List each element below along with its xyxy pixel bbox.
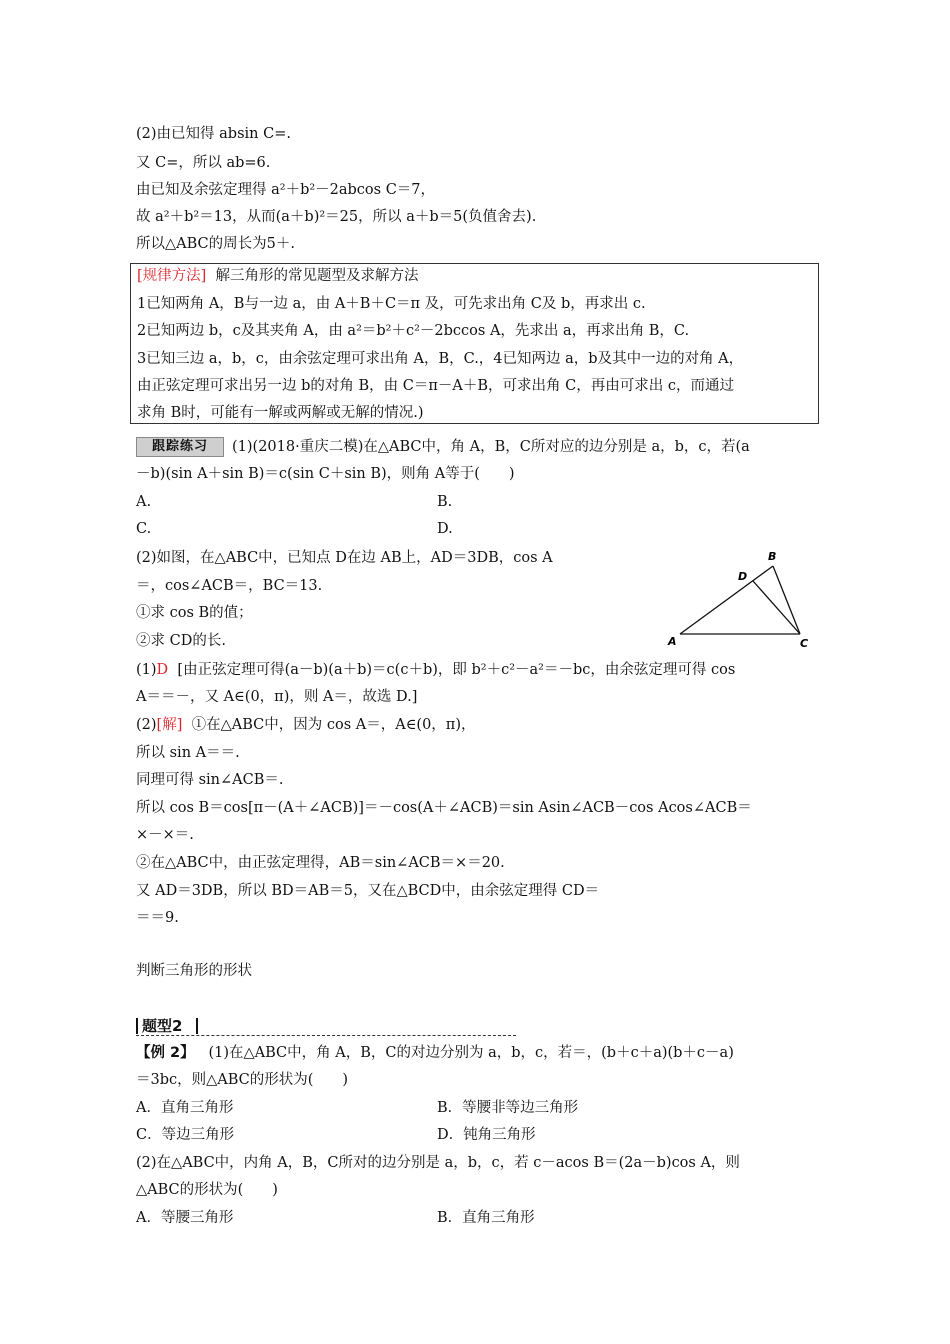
answer-line: ②在△ABC中，由正弦定理得，AB＝sin∠ACB＝×＝20. bbox=[136, 855, 505, 871]
method-heading bbox=[137, 266, 419, 286]
option-a: A．直角三角形 bbox=[136, 1100, 234, 1116]
label-bar-left bbox=[136, 1018, 138, 1034]
vertex-c-label: C bbox=[800, 637, 809, 650]
question-line: －b)(sin A＋sin B)＝c(sin C＋sin B)，则角 A等于( ) bbox=[136, 466, 515, 482]
solution-tag: [解] bbox=[156, 717, 183, 733]
answer-line: 所以 cos B＝cos[π－(A＋∠ACB)]＝－cos(A＋∠ACB)＝sin Asin∠ACB－cos Acos∠ACB＝ bbox=[136, 800, 752, 816]
method-line: 求角 B时，可能有一解或两解或无解的情况.) bbox=[137, 405, 424, 421]
dashed-rule bbox=[136, 1035, 516, 1036]
side-bc bbox=[773, 566, 800, 634]
topic-label bbox=[136, 1016, 516, 1036]
solution-line: 故 a²＋b²＝13，从而(a＋b)²＝25，所以 a＋b＝5(负值舍去). bbox=[136, 209, 537, 225]
answer-line: ＝＝9. bbox=[136, 910, 179, 926]
option-a: A. bbox=[136, 494, 152, 510]
option-b: B．直角三角形 bbox=[437, 1210, 535, 1226]
answer-line: 同理可得 sin∠ACB＝. bbox=[136, 772, 284, 788]
method-box bbox=[130, 263, 819, 424]
segment-cd bbox=[753, 581, 800, 634]
vertex-d-label: D bbox=[738, 570, 748, 583]
question-line: ①求 cos B的值； bbox=[136, 605, 253, 621]
example-line: ＝3bc，则△ABC的形状为( ) bbox=[136, 1072, 349, 1088]
example-line: △ABC的形状为( ) bbox=[136, 1182, 278, 1198]
option-a: A．等腰三角形 bbox=[136, 1210, 234, 1226]
label-bar-right bbox=[196, 1018, 198, 1034]
solution-line: 由已知及余弦定理得 a²＋b²－2abcos C＝7， bbox=[136, 182, 436, 198]
solution-line: (2)由已知得 absin C=. bbox=[136, 126, 291, 142]
answer-line: ×－×＝. bbox=[136, 827, 194, 843]
example-line bbox=[136, 1043, 734, 1063]
method-line: 1已知两角 A，B与一边 a，由 A＋B＋C＝π 及，可先求出角 C及 b，再求出 c. bbox=[137, 296, 646, 312]
vertex-b-label: B bbox=[768, 550, 777, 563]
question-line: (1)(2018·重庆二模)在△ABC中，角 A，B，C所对应的边分别是 a，b，c，若(a bbox=[232, 439, 750, 455]
answer-prefix: (1) bbox=[136, 662, 157, 678]
solution-line: 所以△ABC的周长为5＋. bbox=[136, 236, 295, 252]
example-line: (2)在△ABC中，内角 A，B，C所对的边分别是 a，b，c，若 c－acos B＝(2a－b)cos A，则 bbox=[136, 1155, 740, 1171]
practice-badge: 跟踪练习 bbox=[136, 437, 224, 457]
answer-line: 所以 sin A＝＝. bbox=[136, 745, 240, 761]
answer-line bbox=[136, 660, 735, 680]
example-tag: 【例 2】 bbox=[136, 1045, 195, 1061]
method-line: 2已知两边 b，c及其夹角 A，由 a²＝b²＋c²－2bccos A，先求出 a，再求出角 B，C. bbox=[137, 323, 690, 339]
vertex-a-label: A bbox=[668, 635, 677, 648]
option-d: D．钝角三角形 bbox=[437, 1127, 536, 1143]
side-ab bbox=[680, 566, 773, 634]
option-b: B．等腰非等边三角形 bbox=[437, 1100, 579, 1116]
topic-heading: 判断三角形的形状 bbox=[136, 963, 252, 979]
answer-line: 又 AD＝3DB，所以 BD＝AB＝5，又在△BCD中，由余弦定理得 CD＝ bbox=[136, 883, 600, 899]
method-line: 3已知三边 a，b，c，由余弦定理可求出角 A，B，C.，4已知两边 a，b及其中一边的对角 A， bbox=[137, 351, 744, 367]
method-tag: [规律方法] bbox=[137, 268, 207, 284]
answer-text: [由正弦定理可得(a－b)(a＋b)＝c(c＋b)，即 b²＋c²－a²＝－bc，由余弦定理可得 cos bbox=[177, 662, 736, 678]
triangle-figure bbox=[660, 548, 820, 652]
example-text: (1)在△ABC中，角 A，B，C的对边分别为 a，b，c，若＝，(b＋c＋a)(b＋c－a) bbox=[208, 1045, 734, 1061]
answer-text: ①在△ABC中，因为 cos A＝，A∈(0，π)， bbox=[191, 717, 476, 733]
option-d: D. bbox=[437, 521, 453, 537]
answer-line: A＝＝－，又 A∈(0，π)，则 A＝，故选 D.] bbox=[136, 689, 418, 705]
option-b: B. bbox=[437, 494, 453, 510]
question-line: ②求 CD的长. bbox=[136, 633, 226, 649]
question-line: ＝，cos∠ACB＝，BC＝13. bbox=[136, 578, 323, 594]
method-line: 由正弦定理可求出另一边 b的对角 B，由 C＝π－A＋B，可求出角 C，再由可求出 c，而通过 bbox=[137, 378, 734, 394]
option-c: C. bbox=[136, 521, 152, 537]
method-title: 解三角形的常见题型及求解方法 bbox=[215, 268, 419, 284]
answer-choice: D bbox=[156, 662, 169, 678]
answer-line bbox=[136, 715, 476, 735]
answer-prefix: (2) bbox=[136, 717, 157, 733]
topic-label-text: 题型2 bbox=[142, 1017, 183, 1035]
option-c: C．等边三角形 bbox=[136, 1127, 235, 1143]
question-line: (2)如图，在△ABC中，已知点 D在边 AB上，AD＝3DB，cos A bbox=[136, 550, 553, 566]
solution-line: 又 C=，所以 ab=6. bbox=[136, 155, 271, 171]
